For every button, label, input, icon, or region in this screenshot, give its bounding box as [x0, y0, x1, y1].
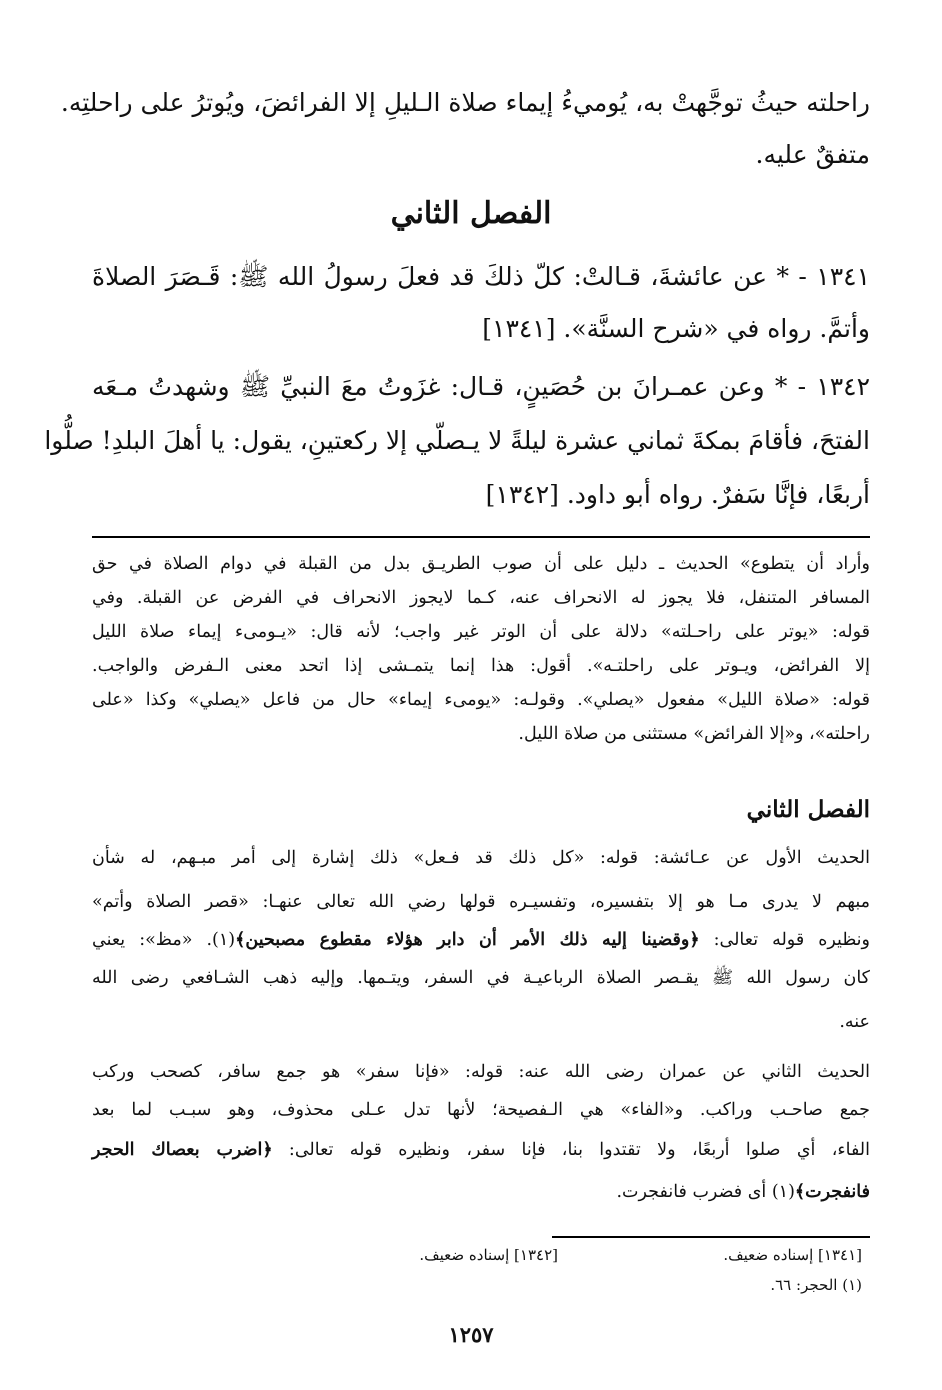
hadith-1342-line-2: الفتحَ، فأقامَ بمكةَ ثماني عشرة ليلةً لا يـصلّي إلا ركعتينِ، يقول: يا أهلَ البلدِ! صلُّوا [44, 426, 870, 455]
page-number: ١٢٥٧ [448, 1322, 494, 1347]
footnote-1342: [١٣٤٢] إسناده ضعيف. [419, 1246, 558, 1264]
commentary-a-line-5: قوله: «صلاة الليل» مفعول «يصلي». وقولـه: «يومىء إيماء» حال من فاعل «يصلي» وكذا «على [92, 690, 870, 710]
commentary-b-line-4: كان رسول الله ﷺ يقـصر الصلاة الرباعيـة في السفر، ويتـمها. وإليه ذهب الشـافعي رضى الله [92, 968, 870, 988]
commentary-b-line-3-start: ونظيره قوله تعالى: [699, 930, 870, 950]
quran-verse-2: ﴿اضرب بعصاك الحجر [92, 1140, 273, 1160]
text-divider [92, 536, 870, 538]
hadith-1341-line-1: ١٣٤١ - * عن عائشةَ، قـالتْ: كلّ ذلكَ قد فعلَ رسولُ الله ﷺ: قَـصَرَ الصلاةَ [92, 262, 870, 291]
quran-verse-2-end: فانفجرت﴾ [794, 1182, 870, 1202]
commentary-b-line-3 [92, 926, 870, 954]
commentary-a-line-1: وأراد أن يتطوع» الحديث ـ دليل على أن صوب الطريـق بدل من القبلة في دوام الصلاة في حق [92, 554, 870, 574]
commentary-a-line-4: إلا الفرائض، ويـوتر على راحلتـه». أقول: هذا إنما يتمـشى إذا اتحد معنى الـفرض والواجب. [92, 656, 870, 676]
commentary-a-line-3: قوله: «يوتر على راحـلته» دلالة على أن الوتر غير واجب؛ لأنه قال: «يـومىء إيماء صلاة الليل [92, 622, 870, 642]
commentary-b-line-2: مبهم لا يدرى مـا هو إلا بتفسيره، وتفسيـره قولها رضي الله تعالى عنهـا: «قصر الصلاة وأتم» [92, 892, 870, 912]
commentary-c-line-3 [92, 1136, 870, 1164]
commentary-a-line-2: المسافر المتنفل، فلا يجوز له الانحراف عنه، كـما لايجوز الانحراف في الفرض عن القبلة. وفي [92, 588, 870, 608]
commentary-b-line-3-end: (١). «مظ»: يعني [92, 930, 236, 950]
commentary-c-line-2: جمع صاحـب وراكب. و«الفاء» هي الـفصيحة؛ لأنها تدل عـلى محذوف، وهو سبـب لما بعد [92, 1100, 870, 1120]
commentary-c-line-3-start: الفاء، أي صلوا أربعًا، ولا تقتدوا بنا، فإنا سفر، ونظيره قوله تعالى: [272, 1140, 870, 1160]
commentary-b-line-1: الحديث الأول عن عـائشة: قوله: «كل ذلك قد فـعل» ذلك إشارة إلى أمر مبـهم، له شأن [92, 848, 870, 868]
footnote-quran-reference: (١) الحجر: ٦٦. [770, 1276, 862, 1294]
intro-line-2: متفقٌ عليه. [755, 140, 870, 169]
commentary-c-line-1: الحديث الثاني عن عمران رضى الله عنه: قوله: «فإنا سفر» هو جمع سافر، كصحب وركب [92, 1062, 870, 1082]
hadith-1341-line-2: وأتمَّ. رواه في «شرح السنَّة». [١٣٤١] [482, 314, 870, 343]
commentary-b-line-5: عنه. [839, 1012, 870, 1032]
hadith-1342-line-3: أربعًا، فإنَّا سَفرٌ. رواه أبو داود. [١٣٤٢] [485, 480, 870, 509]
hadith-1342-line-1: ١٣٤٢ - * وعن عمـرانَ بن حُصَينٍ، قـال: غزَوتُ معَ النبيِّ ﷺ وشهدتُ مـعَه [92, 372, 870, 401]
quran-verse-1: ﴿وقضينا إليه ذلك الأمر أن دابر هؤلاء مقطوع مصبحين﴾ [235, 930, 700, 950]
commentary-heading: الفصل الثاني [746, 796, 870, 823]
commentary-c-line-4 [92, 1178, 870, 1206]
section-heading: الفصل الثاني [390, 196, 552, 231]
commentary-c-line-4-end: (١) أى فضرب فانفجرت. [616, 1182, 795, 1202]
footnote-1341: [١٣٤١] إسناده ضعيف. [723, 1246, 862, 1264]
commentary-a-line-6: راحلته»، و«إلا الفرائض» مستثنى من صلاة الليل. [518, 724, 870, 744]
footnote-divider [552, 1236, 870, 1238]
intro-line-1: راحلته حيثُ توجَّهتْ به، يُوميءُ إيماء صلاة الـليلِ إلا الفرائضَ، ويُوترُ على راحلتِه. [60, 88, 870, 117]
